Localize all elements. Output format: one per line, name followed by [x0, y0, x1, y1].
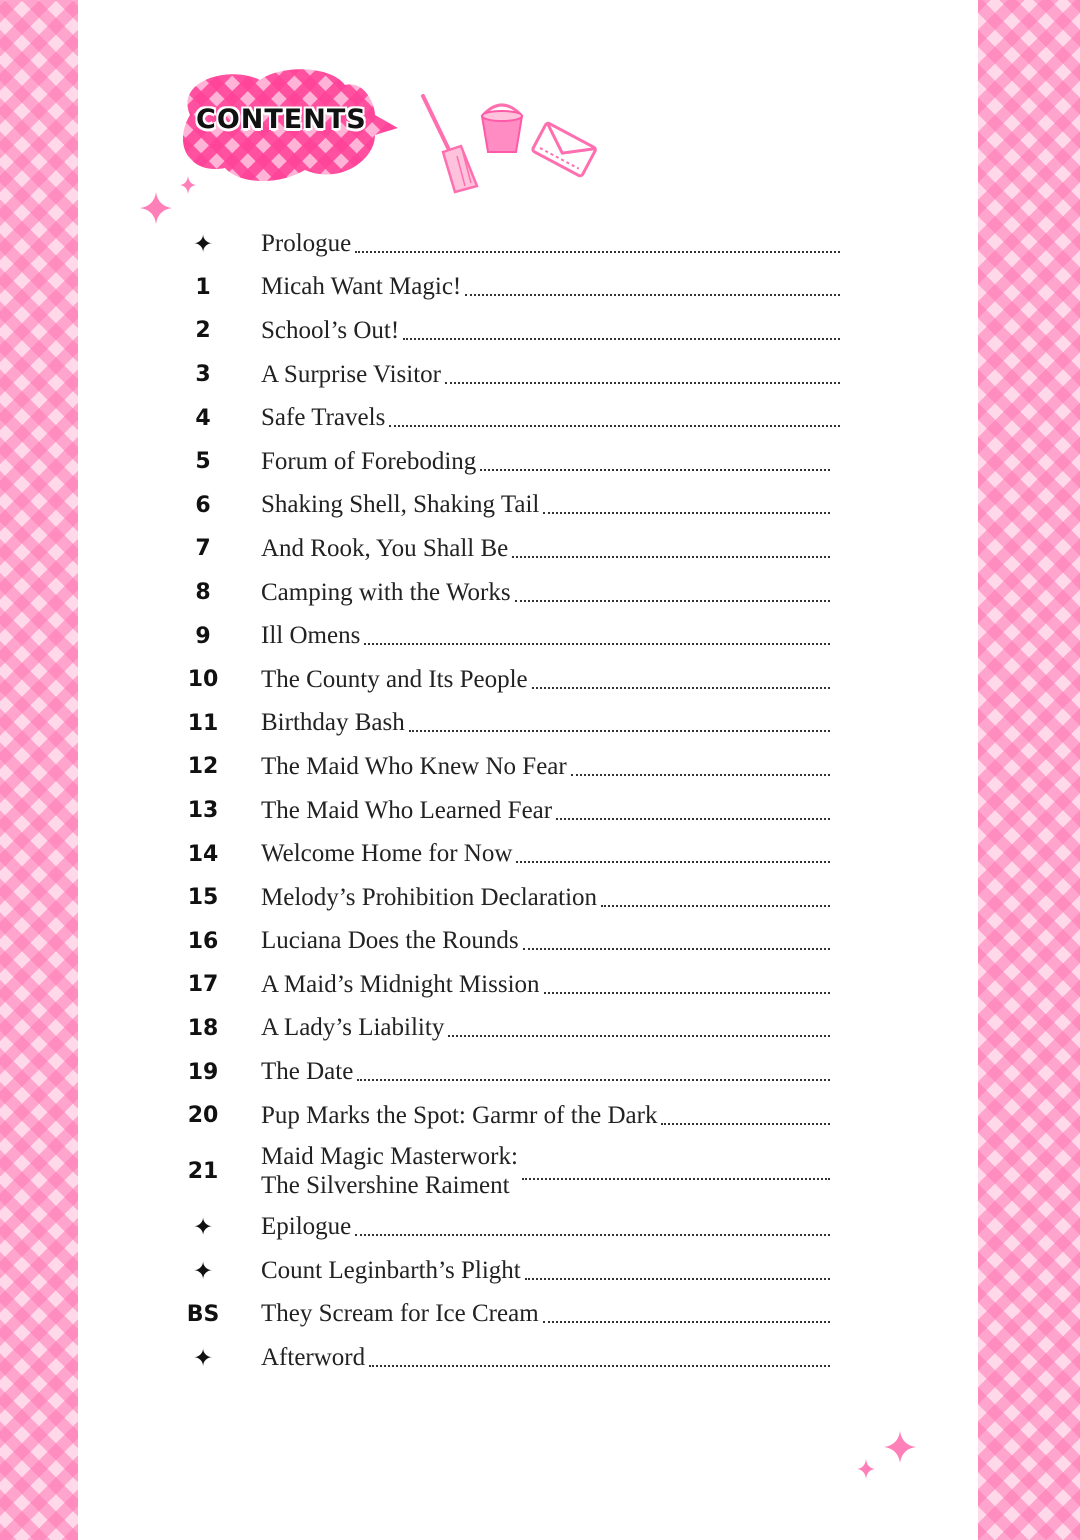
chapter-title: The County and Its People	[261, 665, 528, 693]
chapter-number: 7	[195, 536, 211, 562]
broom-icon	[415, 90, 485, 195]
dot-leader	[445, 382, 840, 384]
dot-leader	[369, 1365, 830, 1367]
dot-leader	[543, 1321, 830, 1323]
dot-leader	[355, 1234, 830, 1236]
toc-entry-body	[261, 1344, 830, 1372]
toc-entry-body	[261, 666, 830, 694]
toc-entry-body	[261, 1300, 830, 1328]
toc-entry-body	[261, 535, 830, 563]
chapter-number: 12	[187, 754, 219, 780]
toc-entry[interactable]	[180, 396, 840, 440]
toc-entry[interactable]	[180, 963, 840, 1007]
toc-entry-body	[261, 753, 830, 781]
toc-entry[interactable]	[180, 1249, 840, 1293]
chapter-title: The Maid Who Learned Fear	[261, 796, 553, 824]
chapter-number: 4	[195, 405, 211, 431]
toc-entry[interactable]	[180, 1094, 840, 1138]
table-of-contents	[180, 222, 840, 1380]
toc-entry[interactable]	[180, 222, 840, 266]
chapter-title: Birthday Bash	[261, 709, 405, 737]
chapter-number: 10	[187, 667, 219, 693]
chapter-number: 6	[195, 492, 211, 518]
toc-entry-body	[261, 491, 830, 519]
star-icon: ✦	[192, 1213, 214, 1242]
chapter-number: 1	[195, 274, 211, 300]
chapter-number: 20	[187, 1103, 219, 1129]
contents-header	[170, 60, 610, 200]
chapter-number: 8	[195, 580, 211, 606]
star-icon: ✦	[192, 229, 214, 258]
gingham-border-right	[978, 0, 1080, 1540]
chapter-title: Melody’s Prohibition Declaration	[261, 883, 598, 911]
toc-entry-body	[261, 840, 830, 868]
gingham-border-left	[0, 0, 78, 1540]
chapter-number: 9	[195, 623, 211, 649]
dot-leader	[355, 251, 840, 253]
star-icon: ✦	[192, 1344, 214, 1373]
toc-entry-body	[261, 797, 830, 825]
sparkle-icon	[850, 1425, 925, 1485]
dot-leader	[448, 1035, 830, 1037]
toc-entry[interactable]	[180, 1293, 840, 1337]
bucket-icon	[478, 98, 526, 156]
toc-entry[interactable]	[180, 832, 840, 876]
chapter-title: A Maid’s Midnight Mission	[261, 970, 540, 998]
chapter-number: 19	[187, 1059, 219, 1085]
dot-leader	[543, 512, 830, 514]
chapter-number: BS	[186, 1301, 220, 1327]
chapter-title: The Date	[261, 1058, 354, 1086]
dot-leader	[409, 730, 830, 732]
toc-entry[interactable]	[180, 1336, 840, 1380]
chapter-title: Shaking Shell, Shaking Tail	[261, 491, 540, 519]
toc-entry-body	[261, 1142, 830, 1200]
toc-entry-body	[261, 448, 830, 476]
toc-entry-body	[261, 971, 830, 999]
toc-entry[interactable]	[180, 309, 840, 353]
toc-entry-body	[261, 1058, 830, 1086]
chapter-number: 5	[195, 449, 211, 475]
dot-leader	[403, 338, 840, 340]
toc-entry-body	[261, 361, 840, 389]
toc-entry[interactable]	[180, 1137, 840, 1205]
dot-leader	[522, 1178, 830, 1180]
toc-entry-body	[261, 927, 830, 955]
dot-leader	[532, 687, 830, 689]
contents-label: CONTENTS	[196, 104, 367, 135]
toc-entry[interactable]	[180, 353, 840, 397]
chapter-title: And Rook, You Shall Be	[261, 534, 509, 562]
toc-entry[interactable]	[180, 920, 840, 964]
dot-leader	[601, 905, 830, 907]
dot-leader	[480, 469, 830, 471]
chapter-title: Camping with the Works	[261, 578, 511, 606]
dot-leader	[556, 818, 830, 820]
chapter-title: A Lady’s Liability	[261, 1014, 445, 1042]
chapter-number: 15	[187, 885, 219, 911]
dot-leader	[515, 600, 830, 602]
chapter-number: 13	[187, 798, 219, 824]
dot-leader	[512, 556, 830, 558]
toc-entry-body	[261, 1213, 830, 1241]
toc-entry-body	[261, 1257, 830, 1285]
chapter-title-line2: The Silvershine Raiment	[261, 1172, 510, 1200]
dot-leader	[544, 992, 830, 994]
chapter-number: 17	[187, 972, 219, 998]
chapter-title: Luciana Does the Rounds	[261, 927, 519, 955]
dot-leader	[389, 425, 840, 427]
toc-entry[interactable]	[180, 876, 840, 920]
chapter-title: The Maid Who Knew No Fear	[261, 752, 567, 780]
toc-entry-body	[261, 622, 830, 650]
toc-entry[interactable]	[180, 702, 840, 746]
dot-leader	[571, 774, 830, 776]
chapter-title: Epilogue	[261, 1213, 352, 1241]
toc-entry[interactable]	[180, 789, 840, 833]
chapter-number: 14	[187, 841, 219, 867]
toc-entry[interactable]	[180, 658, 840, 702]
toc-entry[interactable]	[180, 614, 840, 658]
toc-entry-body	[261, 317, 840, 345]
chapter-number: 2	[195, 318, 211, 344]
dot-leader	[357, 1079, 830, 1081]
chapter-title	[261, 1142, 518, 1200]
toc-entry-body	[261, 579, 830, 607]
chapter-number: 21	[187, 1158, 219, 1184]
toc-entry-body	[261, 404, 840, 432]
chapter-title-line1: Maid Magic Masterwork:	[261, 1143, 518, 1171]
chapter-title: A Surprise Visitor	[261, 360, 441, 388]
toc-entry[interactable]	[180, 571, 840, 615]
toc-entry-body	[261, 273, 840, 301]
chapter-title: Count Leginbarth’s Plight	[261, 1256, 521, 1284]
toc-entry-body	[261, 1102, 830, 1130]
dot-leader	[523, 948, 830, 950]
toc-entry[interactable]	[180, 266, 840, 310]
star-icon: ✦	[192, 1256, 214, 1285]
chapter-title: They Scream for Ice Cream	[261, 1300, 539, 1328]
chapter-number: 16	[187, 928, 219, 954]
toc-entry-body	[261, 1014, 830, 1042]
toc-entry[interactable]	[180, 1205, 840, 1249]
dot-leader	[661, 1123, 830, 1125]
dot-leader	[525, 1278, 830, 1280]
chapter-title: School’s Out!	[261, 316, 400, 344]
dot-leader	[364, 643, 830, 645]
toc-entry[interactable]	[180, 440, 840, 484]
chapter-title: Micah Want Magic!	[261, 273, 462, 301]
toc-entry[interactable]	[180, 1050, 840, 1094]
dot-leader	[465, 294, 840, 296]
toc-entry[interactable]	[180, 745, 840, 789]
chapter-title: Prologue	[261, 229, 352, 257]
chapter-number: 11	[187, 710, 219, 736]
toc-entry[interactable]	[180, 484, 840, 528]
toc-entry[interactable]	[180, 527, 840, 571]
chapter-title: Safe Travels	[261, 404, 386, 432]
chapter-number: 3	[195, 362, 211, 388]
chapter-title: Pup Marks the Spot: Garmr of the Dark	[261, 1101, 658, 1129]
envelope-icon	[530, 120, 600, 180]
chapter-title: Welcome Home for Now	[261, 840, 513, 868]
toc-entry-body	[261, 884, 830, 912]
toc-entry-body	[261, 230, 840, 258]
chapter-number: 18	[187, 1015, 219, 1041]
toc-entry-body	[261, 709, 830, 737]
chapter-title: Afterword	[261, 1344, 366, 1372]
chapter-title: Ill Omens	[261, 622, 361, 650]
chapter-title: Forum of Foreboding	[261, 447, 477, 475]
dot-leader	[516, 861, 830, 863]
toc-entry[interactable]	[180, 1007, 840, 1051]
